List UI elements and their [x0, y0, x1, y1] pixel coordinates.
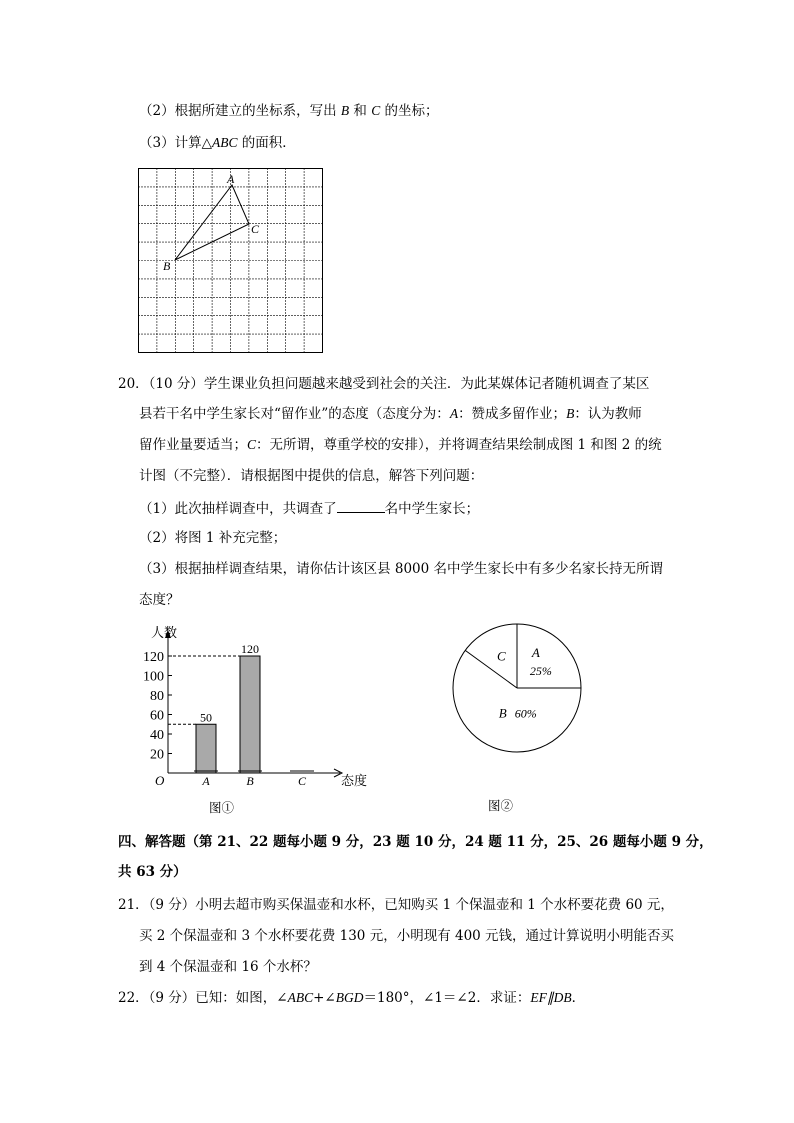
origin-label: O	[155, 773, 165, 788]
q19-sub2	[139, 102, 439, 120]
q19-sub3	[139, 134, 296, 152]
pie-percent-b: 60%	[514, 706, 537, 721]
bar-b	[240, 656, 260, 773]
q20-sub1-a: （1）此次抽样调查中，共调查了	[139, 501, 337, 517]
var-c2: C	[247, 437, 257, 452]
angle-bgd: BGD	[335, 990, 364, 1005]
y-tick-label: 60	[150, 708, 164, 724]
var-b: B	[340, 103, 350, 118]
category-label-b: B	[246, 774, 254, 788]
q20-line2	[139, 405, 642, 423]
angle-abc: ABC	[287, 990, 314, 1005]
pie-percent-a: 25%	[529, 664, 552, 679]
y-tick-label: 100	[143, 669, 164, 685]
bar-a	[196, 724, 216, 773]
pie-label-a: A	[531, 645, 540, 661]
y-tick-label: 20	[150, 747, 164, 763]
y-tick-label: 80	[150, 689, 164, 704]
q20-line2-a: 县若干名中学生家长对“留作业”的态度（态度分为：	[139, 406, 450, 422]
q20-line2-e: ：认为教师	[574, 406, 642, 422]
q20-sub3a: （3）根据抽样调查结果，请你估计该区县 8000 名中学生家长中有多少名家长持无所谓	[139, 561, 664, 577]
category-label-c: C	[297, 774, 307, 788]
y-axis-label: 人数	[151, 625, 178, 640]
q21-line3: 到 4 个保温壶和 16 个水杯？	[139, 959, 317, 975]
label-c: C	[251, 222, 260, 236]
section4-line1: 四、解答题（第 21、22 题每小题 9 分，23 题 10 分，24 题 11 分，25、26 题每小题 9 分，	[118, 834, 713, 850]
pie-label-c: C	[497, 648, 506, 664]
q19-sub3-end: 的面积．	[237, 135, 296, 151]
y-tick-label: 40	[150, 728, 164, 743]
q19-sub2-text: （2）根据所建立的坐标系，写出	[139, 103, 341, 119]
q20-sub2: （2）将图 1 补充完整；	[139, 530, 287, 546]
answer-blank[interactable]	[337, 498, 385, 513]
pie-chart	[445, 618, 595, 768]
x-axis-label: 态度	[341, 773, 368, 788]
label-a: A	[227, 172, 235, 186]
q19-sub3-text: （3）计算△	[139, 135, 212, 151]
ef-parallel-db: EF∥DB	[530, 990, 572, 1005]
q22-a: 22．（9 分）已知：如图，∠	[118, 990, 288, 1006]
pie-label-b: B	[498, 705, 507, 721]
q20-line1: 20．（10 分）学生课业负担问题越来越受到社会的关注．为此某媒体记者随机调查了某区	[118, 376, 650, 392]
bar-chart	[135, 620, 380, 795]
q22-line1	[118, 989, 585, 1007]
q20-line3-c: ：无所谓，尊重学校的安排），并将调查结果绘制成图 1 和图 2 的统	[256, 437, 662, 453]
q21-line2: 买 2 个保温壶和 3 个水杯要花费 130 元，小明现有 400 元钱，通过计算说明小明能否买	[139, 928, 675, 944]
var-a: A	[449, 406, 459, 421]
q20-line2-c: ：赞成多留作业；	[458, 406, 567, 422]
q19-sub2-and: 和	[349, 103, 372, 119]
data-label-b: 120	[241, 642, 259, 656]
pie-chart-caption: 图②	[488, 798, 514, 813]
q22-e: ＝180°，∠1＝∠2．求证：	[363, 990, 531, 1006]
section4-line2: 共 63 分）	[118, 864, 187, 880]
label-b: B	[163, 259, 171, 273]
data-label-a: 50	[200, 710, 212, 725]
q19-sub2-end: 的坐标；	[380, 103, 439, 119]
q20-sub1	[139, 498, 479, 518]
category-label-a: A	[202, 774, 210, 788]
var-b2: B	[566, 406, 575, 421]
q20-line4: 计图（不完整）．请根据图中提供的信息，解答下列问题：	[139, 468, 484, 484]
q22-c: +∠	[313, 990, 336, 1006]
q20-sub3b: 态度？	[139, 592, 180, 608]
q21-line1: 21．（9 分）小明去超市购买保温壶和水杯，已知购买 1 个保温壶和 1 个水杯要花费 60 元，	[118, 897, 674, 913]
q22-g: ．	[571, 990, 586, 1006]
grid-figure	[138, 168, 324, 354]
q20-line3	[139, 436, 662, 454]
bar-chart-caption: 图①	[209, 800, 235, 815]
var-abc: ABC	[211, 135, 238, 150]
y-tick-label: 120	[143, 650, 164, 665]
var-c: C	[371, 103, 381, 118]
q20-sub1-b: 名中学生家长；	[384, 501, 480, 517]
q20-line3-a: 留作业量要适当；	[139, 437, 247, 453]
